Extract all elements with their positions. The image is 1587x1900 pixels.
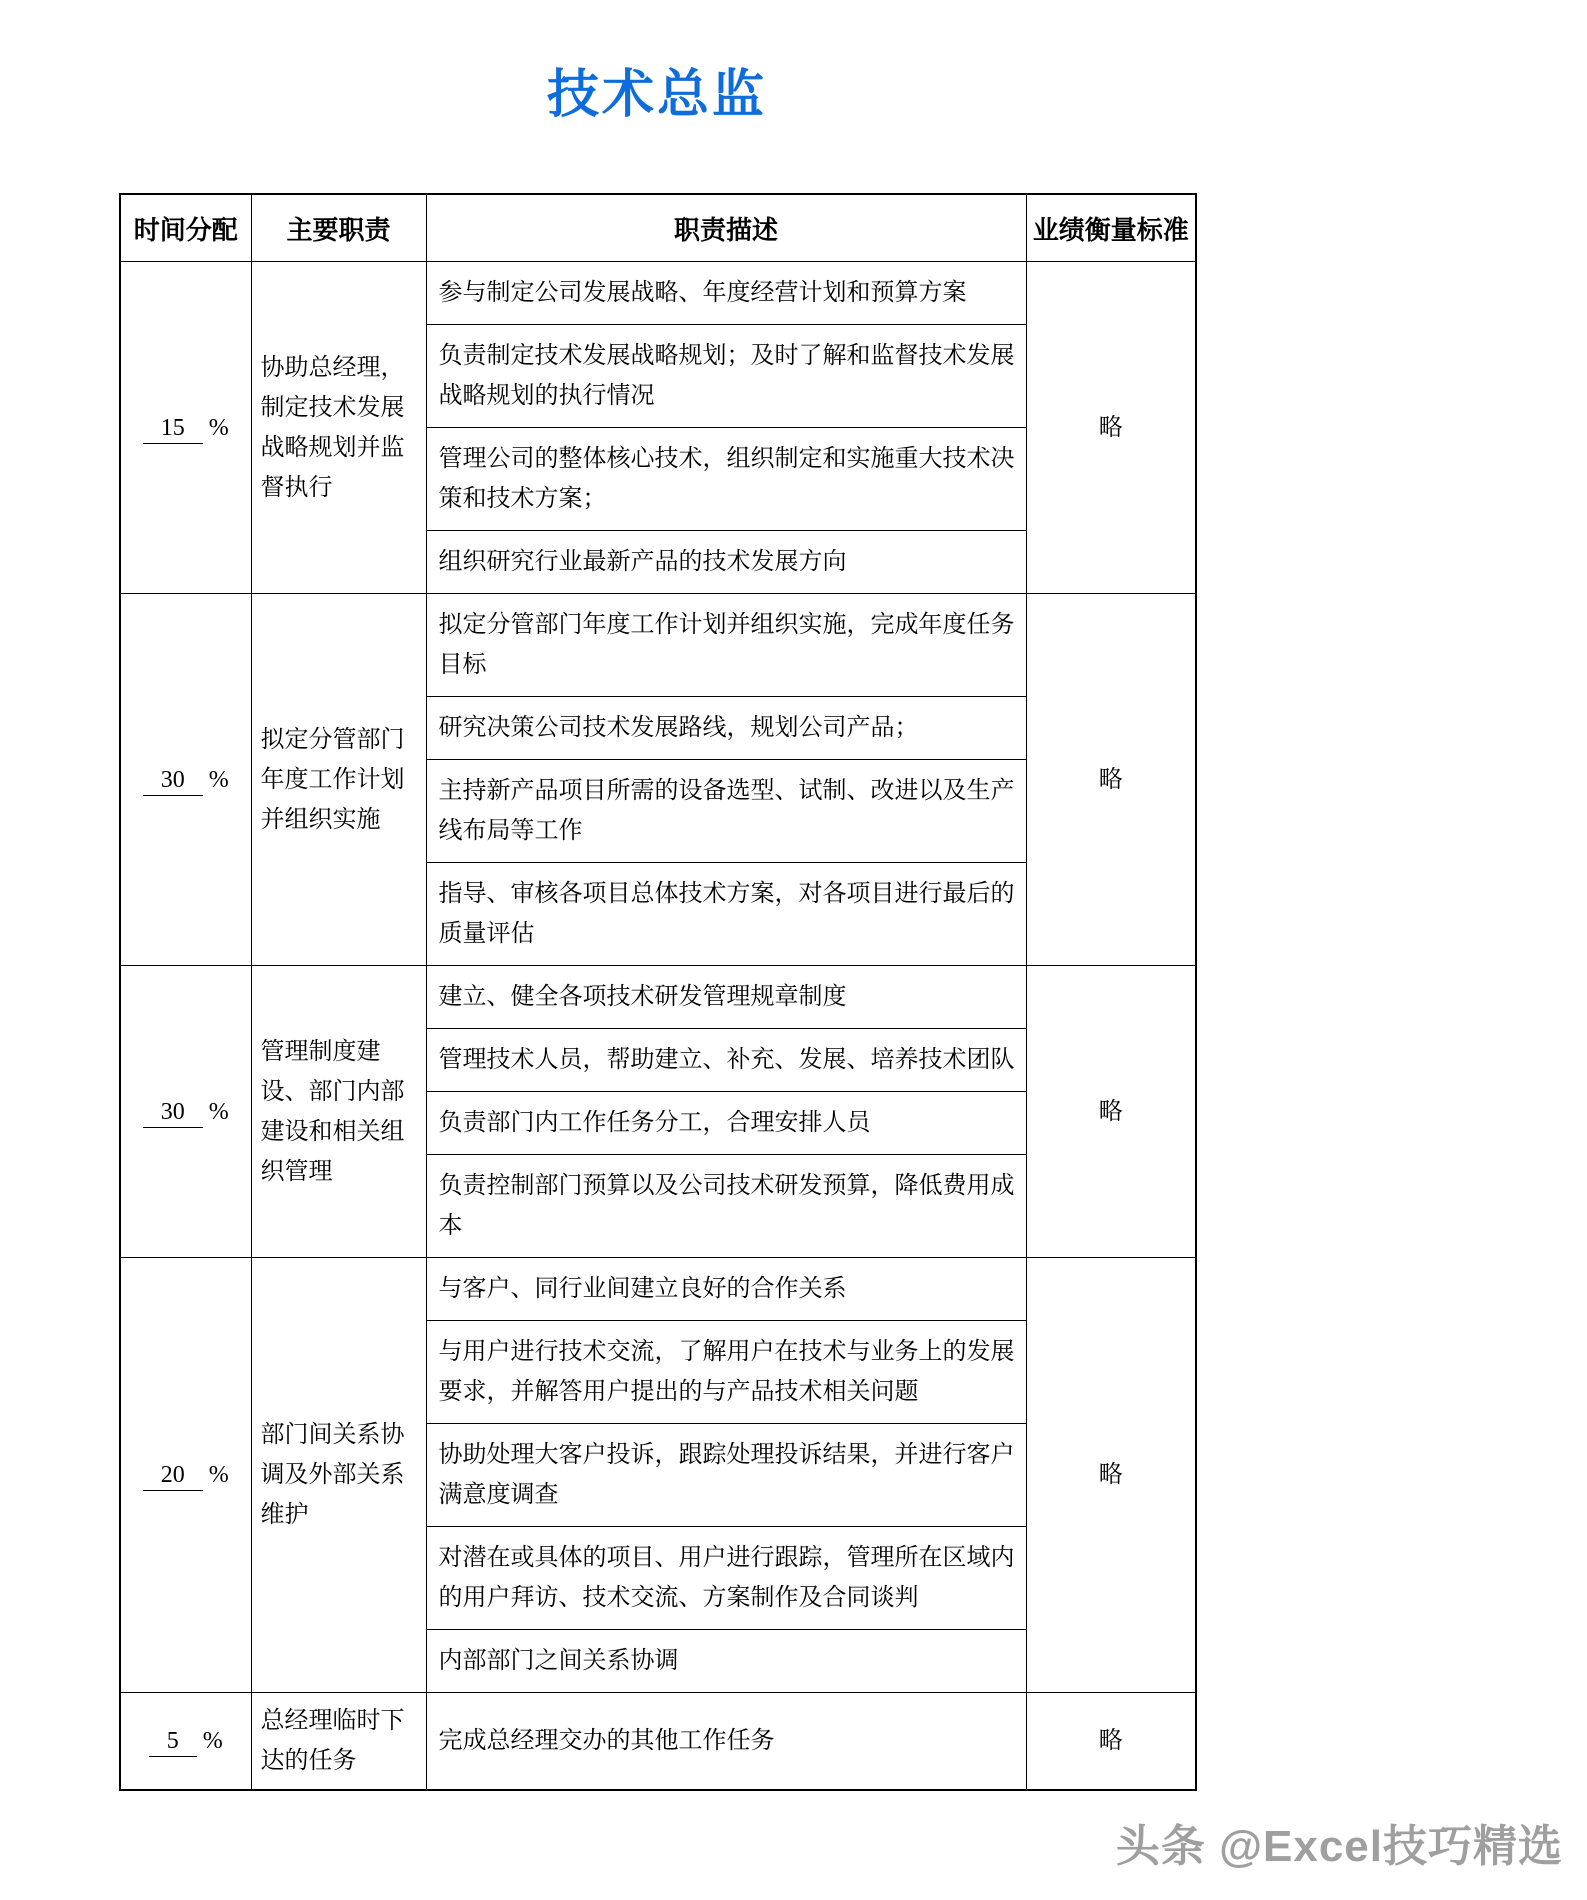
- duty-description-cell: 主持新产品项目所需的设备选型、试制、改进以及生产线布局等工作: [426, 760, 1026, 863]
- page-title: 技术总监: [546, 66, 767, 124]
- duty-description-cell: 管理技术人员，帮助建立、补充、发展、培养技术团队: [426, 1029, 1026, 1092]
- duty-description-cell: 研究决策公司技术发展路线，规划公司产品；: [426, 697, 1026, 760]
- percent-sign: %: [208, 766, 229, 793]
- percent-sign: %: [208, 1098, 229, 1125]
- duty-description-cell: 内部部门之间关系协调: [426, 1630, 1026, 1693]
- header-time-allocation: 时间分配: [120, 194, 251, 262]
- document-content: [119, 0, 1195, 1791]
- duty-description-cell: 与用户进行技术交流，了解用户在技术与业务上的发展要求，并解答用户提出的与产品技术相关问题: [426, 1321, 1026, 1424]
- time-allocation-cell: [120, 1258, 251, 1693]
- percent-sign: %: [208, 1462, 229, 1488]
- duty-description-cell: 与客户、同行业间建立良好的合作关系: [426, 1258, 1026, 1321]
- header-main-responsibility: 主要职责: [251, 194, 426, 262]
- duty-description-cell: 建立、健全各项技术研发管理规章制度: [426, 966, 1026, 1029]
- duty-description-cell: 指导、审核各项目总体技术方案，对各项目进行最后的质量评估: [426, 863, 1026, 966]
- duty-description-cell: 参与制定公司发展战略、年度经营计划和预算方案: [426, 262, 1026, 325]
- duty-description-cell: 组织研究行业最新产品的技术发展方向: [426, 531, 1026, 594]
- watermark: 头条 @Excel技巧精选: [1115, 1822, 1563, 1871]
- time-allocation-cell: [120, 262, 251, 594]
- job-duties-table: [119, 193, 1197, 1791]
- duty-description-cell: 负责制定技术发展战略规划；及时了解和监督技术发展战略规划的执行情况: [426, 325, 1026, 428]
- percent-sign: %: [202, 1728, 223, 1754]
- duty-description-cell: 负责部门内工作任务分工，合理安排人员: [426, 1092, 1026, 1155]
- header-performance-standard: 业绩衡量标准: [1026, 194, 1196, 262]
- percent-sign: %: [208, 414, 229, 441]
- main-responsibility-cell: 总经理临时下达的任务: [251, 1693, 426, 1791]
- table-body: [120, 262, 1196, 1791]
- duty-description-cell: 负责控制部门预算以及公司技术研发预算，降低费用成本: [426, 1155, 1026, 1258]
- duty-description-cell: 协助处理大客户投诉，跟踪处理投诉结果，并进行客户满意度调查: [426, 1424, 1026, 1527]
- header-row: [120, 194, 1196, 262]
- header-duty-description: 职责描述: [426, 194, 1026, 262]
- time-percent-value: 20: [143, 1460, 203, 1491]
- time-percent-value: 30: [143, 1097, 203, 1128]
- time-allocation-cell: [120, 1693, 251, 1791]
- duty-description-cell: 完成总经理交办的其他工作任务: [426, 1693, 1026, 1791]
- table-row: [120, 966, 1196, 1029]
- main-responsibility-cell: 部门间关系协调及外部关系维护: [251, 1258, 426, 1693]
- time-percent-value: 5: [149, 1726, 197, 1757]
- performance-standard-cell: 略: [1026, 1258, 1196, 1693]
- table-row: [120, 1693, 1196, 1791]
- table-header: [120, 194, 1196, 262]
- time-percent-value: 15: [143, 413, 203, 444]
- performance-standard-cell: 略: [1026, 262, 1196, 594]
- performance-standard-cell: 略: [1026, 1693, 1196, 1791]
- duty-description-cell: 拟定分管部门年度工作计划并组织实施，完成年度任务目标: [426, 594, 1026, 697]
- time-percent-value: 30: [143, 765, 203, 796]
- duty-description-cell: 对潜在或具体的项目、用户进行跟踪，管理所在区域内的用户拜访、技术交流、方案制作及合同谈判: [426, 1527, 1026, 1630]
- table-row: [120, 594, 1196, 697]
- main-responsibility-cell: 协助总经理，制定技术发展战略规划并监督执行: [251, 262, 426, 594]
- main-responsibility-cell: 拟定分管部门年度工作计划并组织实施: [251, 594, 426, 966]
- duty-description-cell: 管理公司的整体核心技术，组织制定和实施重大技术决策和技术方案；: [426, 428, 1026, 531]
- main-responsibility-cell: 管理制度建设、部门内部建设和相关组织管理: [251, 966, 426, 1258]
- time-allocation-cell: [120, 594, 251, 966]
- performance-standard-cell: 略: [1026, 594, 1196, 966]
- table-row: [120, 262, 1196, 325]
- table-row: [120, 1258, 1196, 1321]
- performance-standard-cell: 略: [1026, 966, 1196, 1258]
- time-allocation-cell: [120, 966, 251, 1258]
